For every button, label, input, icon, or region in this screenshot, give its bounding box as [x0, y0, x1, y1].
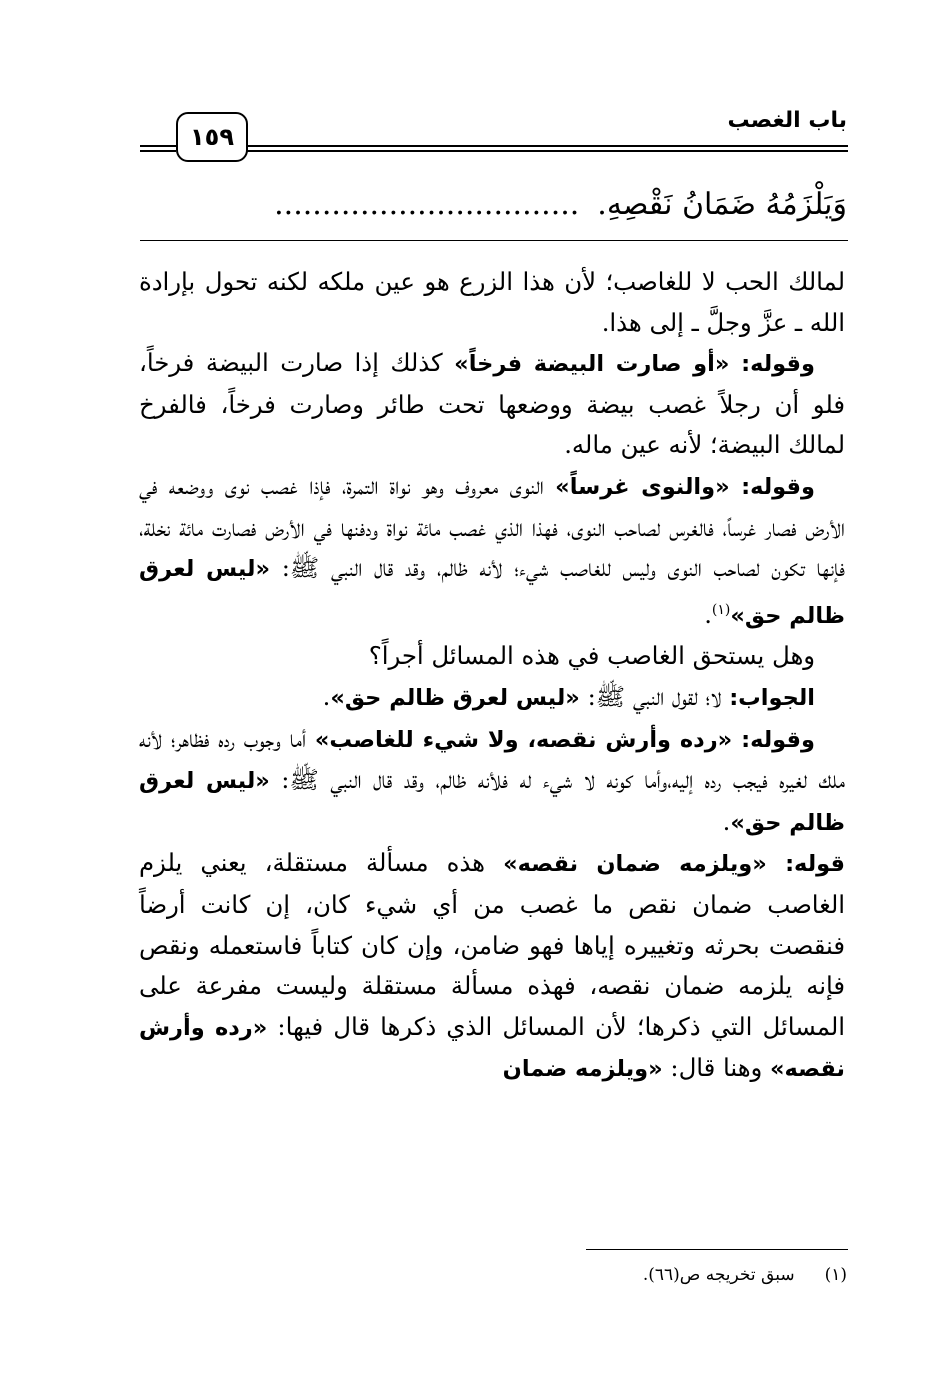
p6-text: أما وجوب رده فظاهر؛ لأنه ملك لغيره فيجب رده إليه،وأما كونه لا شيء له فلأنه ظالم، وقد قال النبي ﷺ:	[139, 723, 845, 795]
matn-divider	[140, 240, 848, 241]
paragraph-1-text: لمالك الحب لا للغاصب؛ لأن هذا الزرع هو عين ملكه لكنه تحول بإرادة الله ـ عزَّ وجلَّ ـ إلى هذا.	[139, 267, 845, 337]
footnote-text: سبق تخريجه ص(٦٦).	[642, 1265, 795, 1285]
commentary-body	[139, 262, 845, 1090]
p2-intro: وقوله:	[729, 351, 816, 378]
p6-intro: وقوله:	[732, 726, 815, 753]
footnote-number: (١)	[824, 1265, 847, 1285]
paragraph-1	[139, 262, 845, 343]
header-rule-left	[140, 145, 176, 147]
p6-end: .	[722, 806, 731, 836]
p6-quote: «رده وأرش نقصه، ولا شيء للغاصب»	[314, 726, 733, 753]
p7-text: هذه مسألة مستقلة، يعني يلزم الغاصب ضمان نقص ما غصب من أي شيء كان، إن كانت أرضاً فنقصت بحرثه وتغييره إياها فهو ضامن، وإن كان كتاباً فاستعمله ونقص فإنه يلزمه ضمان نقصه، فهذه مسألة مستقلة وليست مفرعة على المسائل التي ذكرها؛ لأن المسائل الذي ذكرها قال فيها:	[139, 848, 845, 1041]
p3-end: .	[704, 599, 712, 629]
header-rule-left-2	[140, 150, 176, 152]
paragraph-7	[139, 843, 845, 1090]
p7-quote: «ويلزمه ضمان نقصه»	[503, 851, 786, 878]
p5-end: .	[322, 682, 331, 712]
p7-quote2: «رده وأرش نقصه»	[139, 1014, 845, 1083]
paragraph-3	[139, 466, 845, 636]
chapter-title: باب الغصب	[727, 108, 847, 133]
paragraph-5	[139, 677, 845, 719]
p5-hadith: «ليس لعرق ظالم حق»	[330, 685, 580, 712]
paragraph-4	[139, 636, 845, 677]
page-number: ١٥٩	[176, 112, 248, 162]
p7-mid: وهنا قال:	[662, 1053, 770, 1083]
p3-text: النوى معروف وهو نواة التمرة، فإذا غصب نوى ووضعه في الأرض فصار غرساً، فالغرس لصاحب النوى، فهذا الذي غصب مائة نواة ودفنها في الأرض فصارت مائة نخلة، فإنها تكون لصاحب النوى وليس للغاصب شيء؛ لأنه ظالم، وقد قال النبي ﷺ:	[139, 470, 845, 583]
p5-text: لا؛ لقول النبي ﷺ:	[579, 682, 730, 712]
paragraph-2	[139, 343, 845, 466]
p2-text: كذلك إذا صارت البيضة فرخاً، فلو أن رجلاً غصب بيضة ووضعها تحت طائر وصارت فرخاً، فالفرخ لمالك البيضة؛ لأنه عين ماله.	[139, 348, 845, 460]
p6-hadith: «ليس لعرق ظالم حق»	[139, 768, 845, 836]
footnote-rule	[586, 1249, 848, 1250]
p7-label: قوله:	[785, 851, 845, 878]
p3-quote: «والنوى غرساً»	[555, 473, 730, 500]
p4-text: وهل يستحق الغاصب في هذه المسائل أجراً؟	[368, 641, 815, 671]
matn-line	[127, 180, 847, 230]
header-rule-right	[246, 145, 848, 147]
footnote-ref: (١)	[711, 601, 731, 618]
answer-label: الجواب:	[729, 685, 815, 712]
paragraph-6	[139, 719, 845, 844]
p2-quote: «أو صارت البيضة فرخاً»	[454, 351, 730, 378]
p3-intro: وقوله:	[729, 473, 816, 500]
footnote	[141, 1260, 847, 1290]
p7-quote3: «ويلزمه ضمان	[502, 1056, 663, 1083]
p3-hadith: «ليس لعرق ظالم حق»	[139, 556, 845, 629]
header-rule-right-2	[246, 150, 848, 152]
matn-text: وَيَلْزَمُهُ ضَمَانُ نَقْصِهِ.	[597, 187, 847, 222]
matn-dots: ................................	[274, 187, 580, 222]
